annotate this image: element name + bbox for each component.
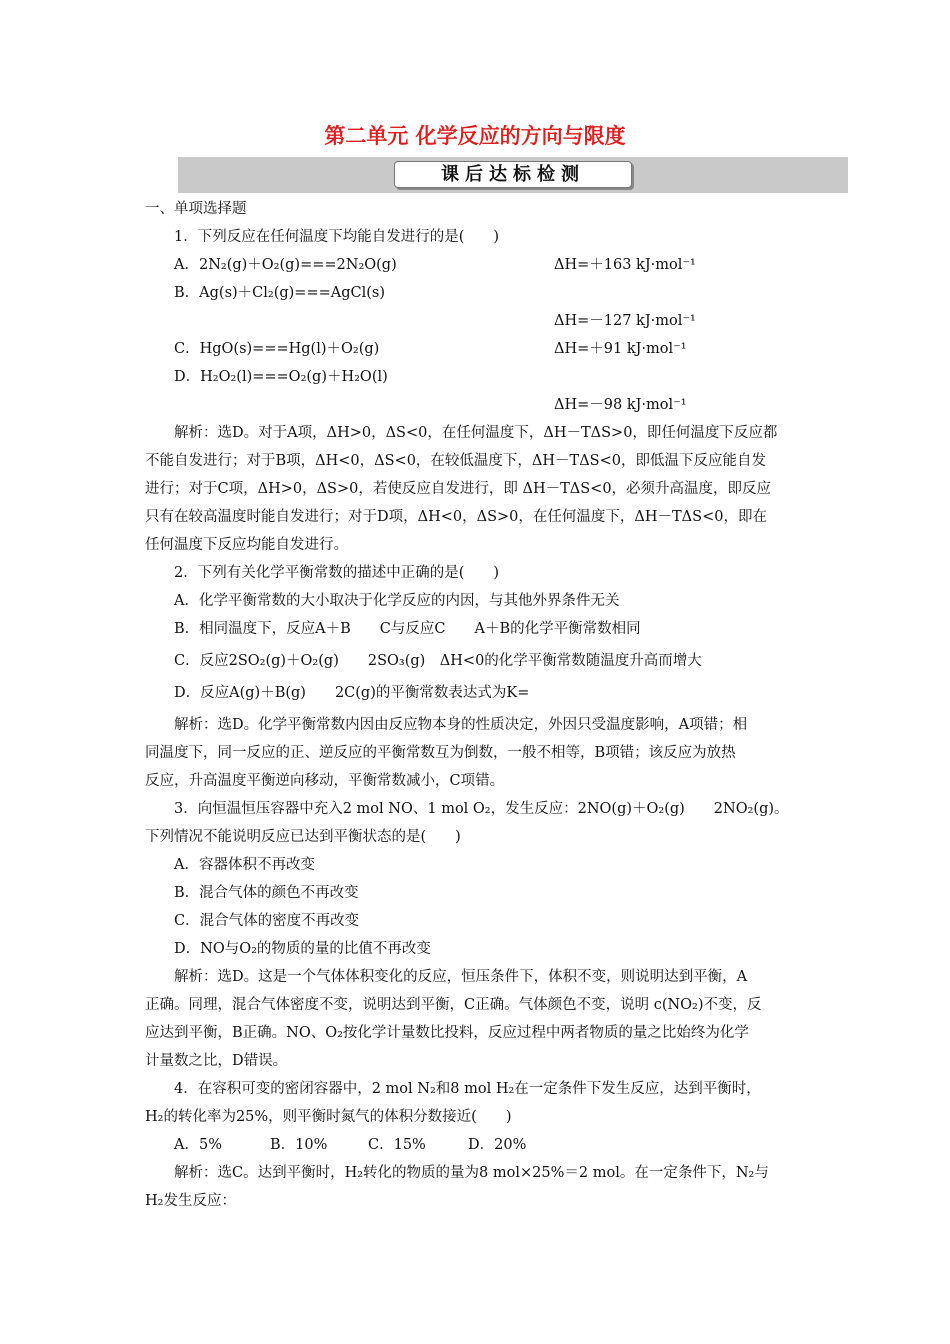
q3-analysis-line: 应达到平衡，B正确。NO、O₂按化学计量数比投料，反应过程中两者物质的量之比始终为化学 [145, 1025, 749, 1041]
q1-option-c-enthalpy: ΔH=＋91 kJ·mol⁻¹ [554, 341, 687, 357]
q4-option-c: C．15% [368, 1137, 426, 1153]
q2-analysis-line: 反应，升高温度平衡逆向移动，平衡常数减小，C项错。 [145, 773, 505, 789]
q2-option-b: B．相同温度下，反应A＋B C与反应C A＋B的化学平衡常数相同 [174, 621, 641, 637]
section-heading: 一、单项选择题 [145, 201, 247, 217]
q1-option-a: A．2N₂(g)＋O₂(g)===2N₂O(g) [174, 257, 397, 273]
q1-option-d-enthalpy: ΔH=－98 kJ·mol⁻¹ [554, 397, 687, 413]
q3-stem: 3．向恒温恒压容器中充入2 mol NO、1 mol O₂，发生反应：2NO(g)＋O₂(g) 2NO₂(g)。 [174, 801, 789, 817]
q3-option-d: D．NO与O₂的物质的量的比值不再改变 [174, 941, 431, 957]
q4-analysis-line: H₂发生反应： [145, 1193, 236, 1209]
section-banner [178, 157, 848, 193]
q3-analysis-line: 解析：选D。这是一个气体体积变化的反应，恒压条件下，体积不变，则说明达到平衡，A [174, 969, 748, 985]
q2-stem: 2．下列有关化学平衡常数的描述中正确的是( ) [174, 565, 500, 581]
q1-option-b-enthalpy: ΔH=－127 kJ·mol⁻¹ [554, 313, 696, 329]
q4-options [174, 1135, 526, 1155]
q1-option-c: C．HgO(s)===Hg(l)＋O₂(g) [174, 341, 380, 357]
banner-label: 课后达标检测 [394, 161, 632, 188]
q3-option-b: B．混合气体的颜色不再改变 [174, 885, 359, 901]
q4-option-d: D．20% [468, 1137, 527, 1153]
q4-analysis-line: 解析：选C。达到平衡时，H₂转化的物质的量为8 mol×25%＝2 mol。在一定条件下，N₂与 [174, 1165, 769, 1181]
q2-analysis-line: 解析：选D。化学平衡常数内因由反应物本身的性质决定，外因只受温度影响，A项错；相 [174, 717, 748, 733]
q4-stem: 4．在容积可变的密闭容器中，2 mol N₂和8 mol H₂在一定条件下发生反应，达到平衡时， [174, 1081, 761, 1097]
q2-option-d: D．反应A(g)＋B(g) 2C(g)的平衡常数表达式为K= [174, 685, 530, 701]
q2-option-c: C．反应2SO₂(g)＋O₂(g) 2SO₃(g) ΔH<0的化学平衡常数随温度升高而增大 [174, 653, 702, 669]
q2-analysis-line: 同温度下，同一反应的正、逆反应的平衡常数互为倒数，一般不相等，B项错；该反应为放热 [145, 745, 736, 761]
q1-analysis-line: 进行；对于C项，ΔH>0，ΔS>0，若使反应自发进行，即 ΔH－TΔS<0，必须升高温度，即反应 [145, 481, 772, 497]
q1-analysis-line: 解析：选D。对于A项，ΔH>0，ΔS<0，在任何温度下，ΔH－TΔS>0，即任何温度下反应都 [174, 425, 778, 441]
q1-option-a-enthalpy: ΔH=＋163 kJ·mol⁻¹ [554, 257, 696, 273]
q4-stem-continued: H₂的转化率为25%，则平衡时氮气的体积分数接近( ) [145, 1109, 512, 1125]
q3-option-a: A．容器体积不再改变 [174, 857, 315, 873]
q3-analysis-line: 正确。同理，混合气体密度不变，说明达到平衡，C正确。气体颜色不变，说明 c(NO₂)不变，反 [145, 997, 762, 1013]
page-title: 第二单元 化学反应的方向与限度 [324, 124, 626, 148]
q4-option-a: A．5% [174, 1137, 222, 1153]
q3-stem-continued: 下列情况不能说明反应已达到平衡状态的是( ) [145, 829, 461, 845]
q1-analysis-line: 任何温度下反应均能自发进行。 [145, 537, 348, 553]
q1-option-d: D．H₂O₂(l)===O₂(g)＋H₂O(l) [174, 369, 388, 385]
q1-option-b: B．Ag(s)＋Cl₂(g)===AgCl(s) [174, 285, 385, 301]
q3-option-c: C．混合气体的密度不再改变 [174, 913, 360, 929]
q3-analysis-line: 计量数之比，D错误。 [145, 1053, 288, 1069]
q1-stem: 1．下列反应在任何温度下均能自发进行的是( ) [174, 229, 500, 245]
q1-analysis-line: 只有在较高温度时能自发进行；对于D项，ΔH<0，ΔS>0，在任何温度下，ΔH－TΔS<0，即在 [145, 509, 767, 525]
q2-option-a: A．化学平衡常数的大小取决于化学反应的内因，与其他外界条件无关 [174, 593, 620, 609]
q4-option-b: B．10% [270, 1137, 328, 1153]
q1-analysis-line: 不能自发进行；对于B项，ΔH<0，ΔS<0，在较低温度下，ΔH－TΔS<0，即低温下反应能自发 [145, 453, 766, 469]
